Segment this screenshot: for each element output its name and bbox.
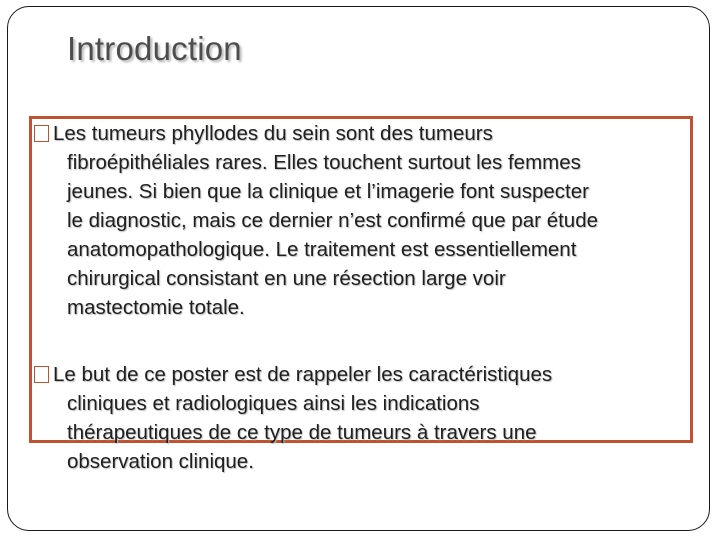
bullet-line: [32, 360, 697, 389]
bullet-line: fibroépithéliales rares. Elles touchent surtout les femmes: [67, 151, 581, 174]
bullet-line: anatomopathologique. Le traitement est essentiellement: [67, 238, 577, 261]
bullet-line: thérapeutiques de ce type de tumeurs à travers une: [67, 421, 537, 444]
bullet-line: observation clinique.: [67, 450, 254, 473]
bullet-item-1: [32, 119, 697, 322]
bullet-item-2: [32, 360, 697, 476]
bullet-text: Les tumeurs phyllodes du sein sont des tumeurs: [53, 122, 493, 145]
bullet-text: Le but de ce poster est de rappeler les caractéristiques: [53, 363, 553, 386]
bullet-line: chirurgical consistant en une résection large voir: [67, 267, 506, 290]
bullet-line: mastectomie totale.: [67, 296, 245, 319]
square-bullet-icon: [34, 125, 49, 142]
bullet-line: le diagnostic, mais ce dernier n’est confirmé que par étude: [67, 209, 599, 232]
bullet-line: jeunes. Si bien que la clinique et l’imagerie font suspecter: [67, 180, 589, 203]
slide-title: Introduction: [67, 30, 242, 67]
square-bullet-icon: [34, 366, 49, 383]
bullet-line: [32, 119, 697, 148]
bullet-line: cliniques et radiologiques ainsi les indications: [67, 392, 480, 415]
